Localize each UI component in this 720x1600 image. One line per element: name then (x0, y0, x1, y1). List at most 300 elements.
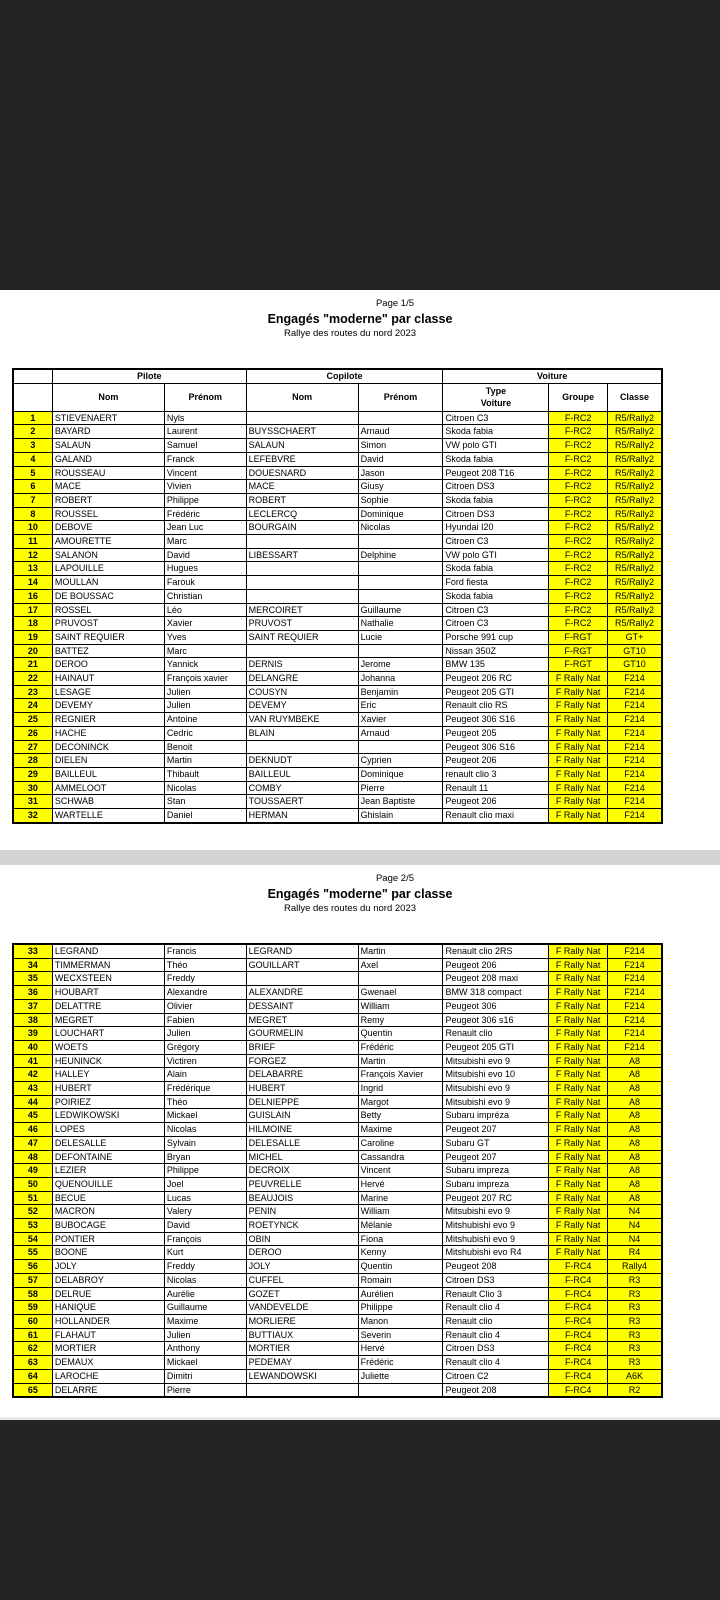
table-row (13, 425, 662, 439)
groupe-cell: F-RC2 (549, 452, 608, 466)
entry-number-cell: 40 (13, 1040, 52, 1054)
table-row (13, 1219, 662, 1233)
copilote-nom-cell: DOUESNARD (246, 466, 358, 480)
pilote-prenom-cell: Francis (164, 944, 246, 958)
type-voiture-cell: Ford fiesta (443, 576, 549, 590)
type-voiture-cell: Peugeot 208 T16 (443, 466, 549, 480)
table-row (13, 1123, 662, 1137)
pilote-prenom-cell: Nicolas (164, 1123, 246, 1137)
copilote-nom-cell: PEDEMAY (246, 1356, 358, 1370)
groupe-cell: F-RC4 (549, 1287, 608, 1301)
type-voiture-cell: Mitsubishi evo 9 (443, 1054, 549, 1068)
table-row (13, 1040, 662, 1054)
entry-number-cell: 49 (13, 1164, 52, 1178)
pilote-prenom-cell: Martin (164, 754, 246, 768)
copilote-nom-cell: DELABARRE (246, 1068, 358, 1082)
pilote-prenom-cell: Grégory (164, 1040, 246, 1054)
classe-cell: F214 (607, 781, 662, 795)
copilote-nom-cell: ALEXANDRE (246, 986, 358, 1000)
copilote-prenom-cell: Betty (358, 1109, 443, 1123)
copilote-prenom-cell: Kenny (358, 1246, 443, 1260)
pilote-nom-cell: SCHWAB (52, 795, 164, 809)
copilote-prenom-cell: Vincent (358, 1164, 443, 1178)
copilote-prenom-cell: Eric (358, 699, 443, 713)
table-row (13, 658, 662, 672)
table-row (13, 493, 662, 507)
classe-cell: F214 (607, 986, 662, 1000)
pilote-header: Pilote (52, 369, 246, 383)
pilote-nom-cell: LAROCHE (52, 1369, 164, 1383)
pilote-prenom-cell: Antoine (164, 713, 246, 727)
type-voiture-cell: Nissan 350Z (443, 644, 549, 658)
copilote-header: Copilote (246, 369, 443, 383)
copilote-nom-cell: GOUILLART (246, 958, 358, 972)
copilote-nom-cell: DELNIEPPE (246, 1095, 358, 1109)
pilote-prenom-cell: Joel (164, 1177, 246, 1191)
table-row (13, 1246, 662, 1260)
type-voiture-cell: Skoda fabia (443, 589, 549, 603)
copilote-nom-cell: MACE (246, 480, 358, 494)
entry-number-cell: 2 (13, 425, 52, 439)
groupe-header: Groupe (549, 383, 608, 411)
entry-number-cell: 53 (13, 1219, 52, 1233)
type-voiture-cell: Hyundai I20 (443, 521, 549, 535)
entry-number-cell: 47 (13, 1136, 52, 1150)
classe-cell: F214 (607, 958, 662, 972)
page-number: Page 1/5 (375, 298, 415, 309)
classe-cell: F214 (607, 944, 662, 958)
classe-cell: GT+ (607, 630, 662, 644)
entry-number-cell: 24 (13, 699, 52, 713)
pilote-prenom-cell: Xavier (164, 617, 246, 631)
classe-cell: R5/Rally2 (607, 411, 662, 425)
voiture-label: Voiture (480, 398, 512, 409)
pilote-prenom-cell: Franck (164, 452, 246, 466)
table-row (13, 767, 662, 781)
table-row (13, 1068, 662, 1082)
copilote-nom-cell: COMBY (246, 781, 358, 795)
table-row (13, 1054, 662, 1068)
pilote-prenom-cell: Alain (164, 1068, 246, 1082)
entry-number-cell: 38 (13, 1013, 52, 1027)
copilote-nom-cell: GOURMELIN (246, 1027, 358, 1041)
pilote-nom-cell: DELESALLE (52, 1136, 164, 1150)
pilote-nom-cell: ROUSSEL (52, 507, 164, 521)
table-row (13, 1013, 662, 1027)
entry-number-cell: 62 (13, 1342, 52, 1356)
entry-number-cell: 64 (13, 1369, 52, 1383)
pilote-prenom-cell: Philippe (164, 1164, 246, 1178)
copilote-prenom-cell: Martin (358, 1054, 443, 1068)
type-voiture-cell: Mitsubishi evo 9 (443, 1095, 549, 1109)
groupe-cell: F Rally Nat (549, 1123, 608, 1137)
table-row (13, 754, 662, 768)
type-voiture-cell: Peugeot 205 GTI (443, 685, 549, 699)
pilote-nom-cell: SALANON (52, 548, 164, 562)
groupe-cell: F Rally Nat (549, 999, 608, 1013)
classe-cell: F214 (607, 1013, 662, 1027)
type-voiture-cell: Renault clio 4 (443, 1328, 549, 1342)
type-voiture-cell: BMW 135 (443, 658, 549, 672)
pilote-prenom-cell: Fabien (164, 1013, 246, 1027)
classe-cell: F214 (607, 767, 662, 781)
table-row (13, 1136, 662, 1150)
groupe-cell: F Rally Nat (549, 809, 608, 823)
pilote-prenom-cell: Nicolas (164, 1273, 246, 1287)
pilote-prenom-cell: Dimitri (164, 1369, 246, 1383)
classe-cell: R3 (607, 1342, 662, 1356)
pilote-nom-cell: ROUSSEAU (52, 466, 164, 480)
copilote-prenom-cell: Arnaud (358, 425, 443, 439)
pilote-prenom-cell: Victiren (164, 1054, 246, 1068)
type-voiture-cell: Renault clio maxi (443, 809, 549, 823)
classe-cell: F214 (607, 1027, 662, 1041)
pilote-nom-cell: BOONE (52, 1246, 164, 1260)
type-voiture-cell: Citroen DS3 (443, 1273, 549, 1287)
groupe-cell: F Rally Nat (549, 672, 608, 686)
pilote-nom-cell: HOLLANDER (52, 1314, 164, 1328)
entry-number-cell: 35 (13, 972, 52, 986)
pilote-nom-cell: DELARRE (52, 1383, 164, 1397)
copilote-prenom-cell: Giusy (358, 480, 443, 494)
copilote-prenom-cell: David (358, 452, 443, 466)
groupe-cell: F-RC4 (549, 1369, 608, 1383)
table-body-2 (13, 944, 662, 1397)
classe-cell: N4 (607, 1205, 662, 1219)
pilote-prenom-cell: Yves (164, 630, 246, 644)
pilote-nom-cell: BATTEZ (52, 644, 164, 658)
groupe-cell: F-RC2 (549, 466, 608, 480)
pilote-nom-cell: REGNIER (52, 713, 164, 727)
table-row (13, 795, 662, 809)
classe-cell: Rally4 (607, 1260, 662, 1274)
pilote-prenom-cell: Pierre (164, 1383, 246, 1397)
copilote-prenom-cell (358, 589, 443, 603)
classe-cell: R5/Rally2 (607, 452, 662, 466)
pilote-nom-cell: LOPES (52, 1123, 164, 1137)
pilote-prenom-cell: Alexandre (164, 986, 246, 1000)
classe-cell: R2 (607, 1383, 662, 1397)
pilote-nom-cell: QUENOUILLE (52, 1177, 164, 1191)
entry-number-cell: 12 (13, 548, 52, 562)
table-row (13, 576, 662, 590)
pilote-nom-cell: HALLEY (52, 1068, 164, 1082)
copilote-prenom-cell: Mélanie (358, 1219, 443, 1233)
table-row (13, 1082, 662, 1096)
copilote-prenom-cell: Xavier (358, 713, 443, 727)
entry-number-cell: 20 (13, 644, 52, 658)
copilote-nom-cell: SAINT REQUIER (246, 630, 358, 644)
pilote-prenom-cell: Benoit (164, 740, 246, 754)
entry-number-cell: 56 (13, 1260, 52, 1274)
type-voiture-cell: Renault Clio 3 (443, 1287, 549, 1301)
pilote-nom-cell: MOULLAN (52, 576, 164, 590)
type-label: Type (485, 386, 507, 397)
groupe-cell: F Rally Nat (549, 795, 608, 809)
copilote-prenom-cell: Guillaume (358, 603, 443, 617)
pilote-nom-cell: DEFONTAINE (52, 1150, 164, 1164)
classe-cell: R5/Rally2 (607, 548, 662, 562)
entry-number-cell: 65 (13, 1383, 52, 1397)
entry-number-cell: 48 (13, 1150, 52, 1164)
groupe-cell: F-RC2 (549, 548, 608, 562)
type-voiture-cell: Renault clio 2RS (443, 944, 549, 958)
table-row (13, 999, 662, 1013)
pilote-prenom-cell: Maxime (164, 1314, 246, 1328)
pilote-nom-cell: LESAGE (52, 685, 164, 699)
classe-cell: R4 (607, 1246, 662, 1260)
pilote-prenom-cell: Julien (164, 685, 246, 699)
groupe-cell: F-RGT (549, 630, 608, 644)
classe-cell: F214 (607, 1040, 662, 1054)
entry-number-cell: 32 (13, 809, 52, 823)
copilote-nom-cell: BAILLEUL (246, 767, 358, 781)
table-row (13, 699, 662, 713)
pilote-prenom-cell: Mickael (164, 1109, 246, 1123)
copilote-nom-cell: ROBERT (246, 493, 358, 507)
entry-number-cell: 14 (13, 576, 52, 590)
table-row (13, 452, 662, 466)
corner-cell (13, 369, 52, 383)
copilote-nom-cell: SALAUN (246, 439, 358, 453)
pilote-prenom-cell: Lucas (164, 1191, 246, 1205)
pilote-prenom-cell: Samuel (164, 439, 246, 453)
pilote-nom-cell: DEMAUX (52, 1356, 164, 1370)
page-bottom-edge (0, 1417, 720, 1420)
copilote-prenom-cell: Cassandra (358, 1150, 443, 1164)
entry-number-cell: 30 (13, 781, 52, 795)
copilote-prenom-cell: Pierre (358, 781, 443, 795)
table-row (13, 972, 662, 986)
classe-cell: R5/Rally2 (607, 576, 662, 590)
entry-number-cell: 61 (13, 1328, 52, 1342)
type-voiture-cell: Subaru impreza (443, 1177, 549, 1191)
pilote-nom-cell: DEROO (52, 658, 164, 672)
copilote-prenom-cell: Severin (358, 1328, 443, 1342)
groupe-cell: F Rally Nat (549, 1232, 608, 1246)
groupe-cell: F-RC2 (549, 617, 608, 631)
column-header-row (13, 383, 662, 411)
copilote-prenom-cell: Arnaud (358, 726, 443, 740)
copilote-prenom-cell: Simon (358, 439, 443, 453)
pilote-nom-cell: LAPOUILLE (52, 562, 164, 576)
copilote-nom-cell: DELESALLE (246, 1136, 358, 1150)
pilote-nom-cell: GALAND (52, 452, 164, 466)
copilote-nom-cell: DECROIX (246, 1164, 358, 1178)
copilote-nom-cell (246, 1383, 358, 1397)
type-voiture-cell: Mitshubishi evo 9 (443, 1219, 549, 1233)
entry-number-cell: 42 (13, 1068, 52, 1082)
pilote-nom-cell: BAILLEUL (52, 767, 164, 781)
copilote-nom-cell: PRUVOST (246, 617, 358, 631)
pilote-prenom-cell: Marc (164, 535, 246, 549)
type-voiture-cell: Peugeot 306 S16 (443, 713, 549, 727)
group-header-row (13, 369, 662, 383)
pilote-prenom-cell: Julien (164, 1027, 246, 1041)
copilote-prenom-cell (358, 535, 443, 549)
pilote-nom-cell: BECUE (52, 1191, 164, 1205)
table-row (13, 521, 662, 535)
type-voiture-cell: Porsche 991 cup (443, 630, 549, 644)
groupe-cell: F-RC2 (549, 562, 608, 576)
copilote-nom-cell: HERMAN (246, 809, 358, 823)
entry-number-cell: 8 (13, 507, 52, 521)
pilote-nom-cell: MEGRET (52, 1013, 164, 1027)
groupe-cell: F-RC2 (549, 480, 608, 494)
table-row (13, 685, 662, 699)
page-number: Page 2/5 (375, 873, 415, 884)
copilote-nom-cell: DEKNUDT (246, 754, 358, 768)
classe-cell: GT10 (607, 658, 662, 672)
entry-number-cell: 3 (13, 439, 52, 453)
groupe-cell: F Rally Nat (549, 740, 608, 754)
pilote-nom-cell: WOETS (52, 1040, 164, 1054)
groupe-cell: F Rally Nat (549, 1219, 608, 1233)
pilote-nom-cell: DELABROY (52, 1273, 164, 1287)
copilote-nom-cell (246, 562, 358, 576)
page-subtitle: Rallye des routes du nord 2023 (283, 903, 417, 914)
table-row (13, 713, 662, 727)
pilote-nom-cell: HOUBART (52, 986, 164, 1000)
classe-cell: R5/Rally2 (607, 562, 662, 576)
entry-number-cell: 25 (13, 713, 52, 727)
type-voiture-cell: Renault clio (443, 1027, 549, 1041)
groupe-cell: F-RC4 (549, 1301, 608, 1315)
type-voiture-cell: VW polo GTI (443, 548, 549, 562)
table-row (13, 1177, 662, 1191)
classe-cell: A8 (607, 1136, 662, 1150)
entry-number-cell: 21 (13, 658, 52, 672)
copilote-prenom-cell: Jean Baptiste (358, 795, 443, 809)
copilote-prenom-cell: Philippe (358, 1301, 443, 1315)
type-voiture-cell: Renault clio RS (443, 699, 549, 713)
pilote-prenom-cell: Cedric (164, 726, 246, 740)
pilote-nom-cell: SALAUN (52, 439, 164, 453)
classe-header: Classe (607, 383, 662, 411)
pilote-nom-cell: POIRIEZ (52, 1095, 164, 1109)
classe-cell: N4 (607, 1219, 662, 1233)
copilote-prenom-cell: Marine (358, 1191, 443, 1205)
copilote-prenom-cell: Ghislain (358, 809, 443, 823)
groupe-cell: F-RC4 (549, 1314, 608, 1328)
pilote-prenom-cell: Freddy (164, 972, 246, 986)
copilote-nom-cell: LEFEBVRE (246, 452, 358, 466)
groupe-cell: F-RC2 (549, 439, 608, 453)
classe-cell: A8 (607, 1068, 662, 1082)
classe-cell: R5/Rally2 (607, 425, 662, 439)
table-row (13, 411, 662, 425)
copilote-prenom-cell (358, 972, 443, 986)
type-voiture-cell: Peugeot 206 (443, 958, 549, 972)
copilote-nom-cell: ROETYNCK (246, 1219, 358, 1233)
classe-cell: F214 (607, 972, 662, 986)
copilote-prenom-cell: Lucie (358, 630, 443, 644)
type-voiture-cell: Peugeot 206 (443, 754, 549, 768)
pilote-nom-cell: HEUNINCK (52, 1054, 164, 1068)
classe-cell: R5/Rally2 (607, 439, 662, 453)
classe-cell: F214 (607, 754, 662, 768)
pilote-prenom-cell: Anthony (164, 1342, 246, 1356)
classe-cell: F214 (607, 740, 662, 754)
type-voiture-cell: Subaru impreza (443, 1164, 549, 1178)
copilote-prenom-cell: Benjamin (358, 685, 443, 699)
groupe-cell: F-RC2 (549, 535, 608, 549)
copilote-nom-cell: MORTIER (246, 1342, 358, 1356)
pilote-nom-cell: BAYARD (52, 425, 164, 439)
groupe-cell: F-RC4 (549, 1328, 608, 1342)
type-voiture-cell: Peugeot 205 GTI (443, 1040, 549, 1054)
pilote-prenom-cell: Marc (164, 644, 246, 658)
groupe-cell: F-RGT (549, 658, 608, 672)
pilote-nom-cell: MACE (52, 480, 164, 494)
copilote-prenom-cell: Jason (358, 466, 443, 480)
entries-table-1 (12, 368, 663, 824)
groupe-cell: F-RC2 (549, 521, 608, 535)
copilote-prenom-cell: William (358, 999, 443, 1013)
groupe-cell: F Rally Nat (549, 1150, 608, 1164)
pilote-nom-cell: ROBERT (52, 493, 164, 507)
entry-number-cell: 19 (13, 630, 52, 644)
table-row (13, 535, 662, 549)
classe-cell: R5/Rally2 (607, 603, 662, 617)
copilote-nom-cell: MEGRET (246, 1013, 358, 1027)
pilote-prenom-cell: Vivien (164, 480, 246, 494)
type-voiture-cell: Peugeot 205 (443, 726, 549, 740)
pilote-prenom-cell: Guillaume (164, 1301, 246, 1315)
pilote-prenom-cell: Mickael (164, 1356, 246, 1370)
copilote-nom-cell (246, 411, 358, 425)
entry-number-cell: 31 (13, 795, 52, 809)
entry-number-cell: 57 (13, 1273, 52, 1287)
groupe-cell: F Rally Nat (549, 986, 608, 1000)
table-row (13, 1287, 662, 1301)
copilote-nom-cell: MERCOIRET (246, 603, 358, 617)
entry-number-cell: 7 (13, 493, 52, 507)
copilote-nom-cell: HUBERT (246, 1082, 358, 1096)
classe-cell: R5/Rally2 (607, 507, 662, 521)
entry-number-cell: 46 (13, 1123, 52, 1137)
voiture-header: Voiture (443, 369, 662, 383)
copilote-nom-cell: BUYSSCHAERT (246, 425, 358, 439)
copilote-nom-cell (246, 972, 358, 986)
type-voiture-cell: Peugeot 207 (443, 1123, 549, 1137)
groupe-cell: F-RC4 (549, 1342, 608, 1356)
table-row (13, 439, 662, 453)
copilote-nom-cell: TOUSSAERT (246, 795, 358, 809)
groupe-cell: F Rally Nat (549, 781, 608, 795)
copilote-prenom-cell (358, 1383, 443, 1397)
table-row (13, 1164, 662, 1178)
groupe-cell: F-RC2 (549, 411, 608, 425)
table-row (13, 548, 662, 562)
type-voiture-cell: Mitshubishi evo R4 (443, 1246, 549, 1260)
table-row (13, 480, 662, 494)
type-voiture-cell: Citroen DS3 (443, 1342, 549, 1356)
pilote-prenom-header: Prénom (164, 383, 246, 411)
pilote-nom-cell: TIMMERMAN (52, 958, 164, 972)
type-voiture-cell: Skoda fabia (443, 452, 549, 466)
entry-number-cell: 60 (13, 1314, 52, 1328)
classe-cell: F214 (607, 685, 662, 699)
entry-number-cell: 45 (13, 1109, 52, 1123)
groupe-cell: F-RGT (549, 644, 608, 658)
type-voiture-cell: Citroen C3 (443, 535, 549, 549)
table-row (13, 1191, 662, 1205)
groupe-cell: F Rally Nat (549, 1095, 608, 1109)
pilote-nom-cell: LEDWIKOWSKI (52, 1109, 164, 1123)
copilote-prenom-cell: Ingrid (358, 1082, 443, 1096)
entry-number-cell: 11 (13, 535, 52, 549)
